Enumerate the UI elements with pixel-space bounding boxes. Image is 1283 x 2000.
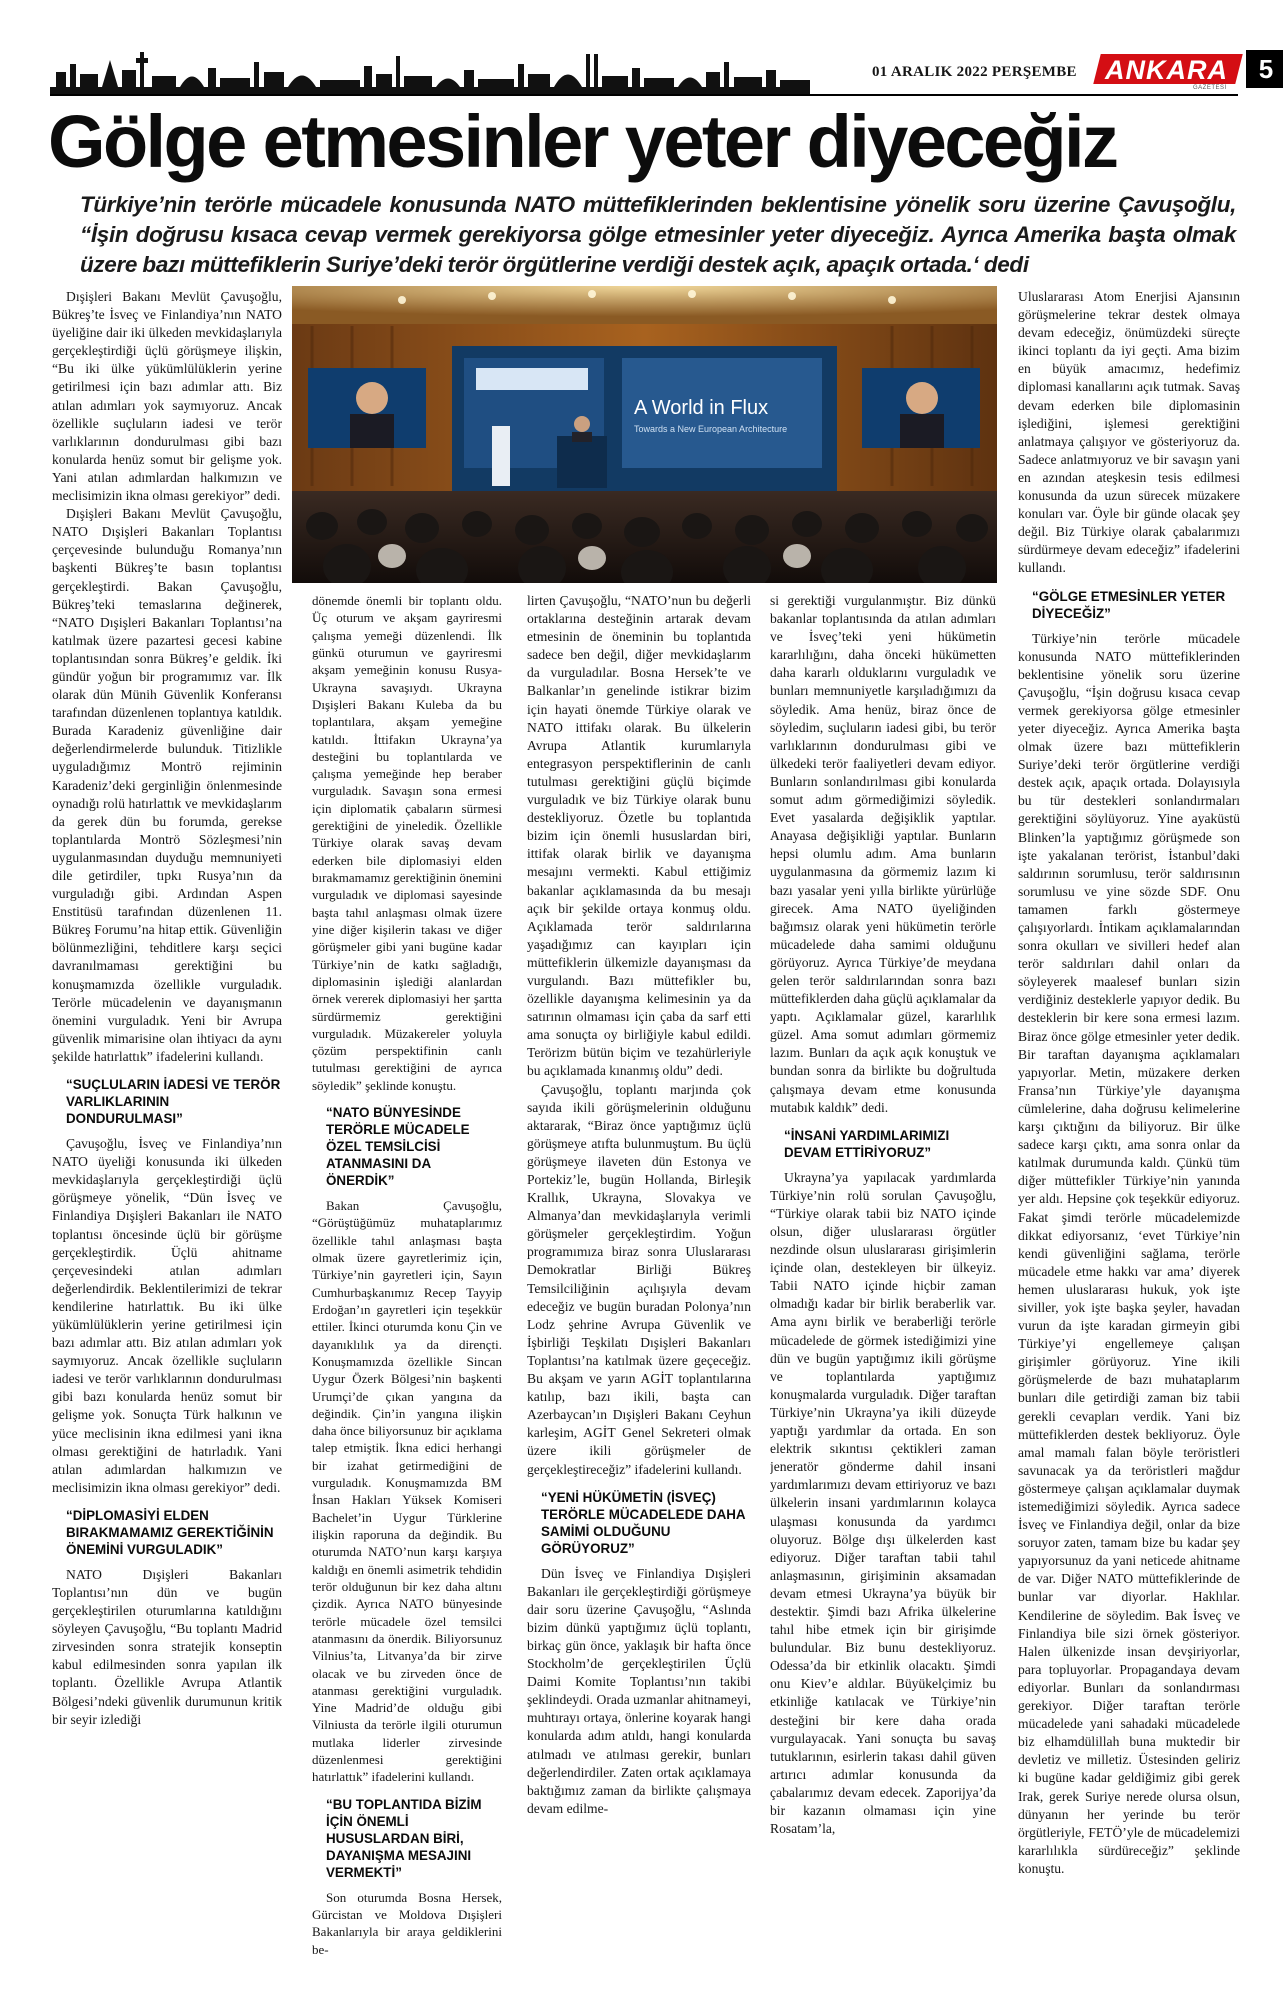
section-heading: “BU TOPLANTIDA BİZİM İÇİN ÖNEMLİ HUSUSLARDAN BİRİ, DAYANIŞMA MESAJINI VERMEKTİ” [326, 1796, 482, 1880]
section-heading: “DİPLOMASİYİ ELDEN BIRAKMAMAMIZ GEREKTİĞİNİN ÖNEMİNİ VURGULADIK” [66, 1507, 274, 1557]
headline: Gölge etmesinler yeter diyeceğiz [48, 100, 1117, 183]
section-heading: “SUÇLULARIN İADESİ VE TERÖR VARLIKLARININ DONDURULMASI” [66, 1077, 281, 1127]
article-column-1 [52, 288, 282, 1978]
spot-text: Türkiye’nin terörle mücadele konusunda NATO müttefiklerinden beklentisine yönelik soru üzerine Çavuşoğlu, “İşin doğrusu kısaca cevap vermek gerekiyorsa gölge etmesinler yeter diyeceğiz. Ayrıca Amerika başta olmak üzere bazı müttefiklerin Suriye’deki terör örgütlerine verdiği destek açık, apaçık ortada.‘ dedi [80, 192, 1236, 277]
brand-name: ANKARA [1105, 55, 1228, 85]
body-paragraph: Ukrayna’ya yapılacak yardımlarda Türkiye’nin rolü sorulan Çavuşoğlu, “Türkiye olarak tabii biz NATO içinde olsun, diğer uluslararası örgütler nezdinde olsun uluslararası girişimlerin içinde olan, destekleyen bir ülkeyiz. Tabii NATO içinde hiçbir zaman olmadığı kadar bir birlik beraberlik var. Ama aynı birlik ve beraberliği terörle mücadelede de görmek istediğimizi yine dün ve bugün yaptığımız ikili görüşme ve toplantılarda yaptığımız konuşmalarda vurguladık. Diğer taraftan Türkiye’nin Ukrayna’ya ikili düzeyde yaptığı yardımlar da ortada. En son elektrik sıkıntısı çektikleri zaman jeneratör gönderme dahil insani yardımlarımızı devam ettiriyoruz ve bazı ülkelerin insani yardımlarının kolayca ulaşması konusunda da yardımcı oluyoruz. Bölge dışı ülkelerden kast ediyoruz. Diğer taraftan tabii tahıl anlaşmasının, girişiminin aksamadan devam etmesi Ukrayna’ya büyük bir destektir. Şimdi bazı Afrika ülkelerine tahıl hibe etmek için bir girişimde bulundular. Biz bunu destekliyoruz. Odessa’da bir etkinlik olacaktı. Şimdi onu Kiev’e aldılar. Büyükelçimiz bu etkinliğe katılacak ve Türkiye’nin desteğini bir kere daha orada vurgulayacak. Yani sonuçta bu savaş tutuklarının, esirlerin takası dahil güven artırıcı adımlar konusunda da çabalarımız devam edecek. Zaporijya’da bir kazanın olmaması için yine Rosatam’la, [770, 1169, 996, 1837]
body-paragraph: Dışişleri Bakanı Mevlüt Çavuşoğlu, Bükreş’te İsveç ve Finlandiya’nın NATO üyeliğine dair iki ülkeden mevkidaşlarıyla gerçekleştirdiği üçlü görüşmeye ilişkin, “Bu iki ülke yükümlülüklerin yerine getirilmesi için bazı adımlar attı. Biz atılan adımları yok saymıyoruz. Ancak özellikle suçluların iadesi ve terör varlıklarının dondurulması gibi bazı konularda henüz somut bir gelişme yok. Yani atılan adımlardan halkımızın ve meclisimizin ikna olması gerekiyor” dedi. [52, 289, 282, 504]
body-paragraph: si gerektiği vurgulanmıştır. Biz dünkü bakanlar toplantısında da atılan adımları ve İsveç’teki yeni hükümetin kararlılığını, daha önceki hükümetten daha kararlı olduklarını vurguladık ve bunları memnuniyetle karşıladığımızı da söyledik. Ama henüz, biraz önce de söyledim, suçluların iadesi gibi, bu terör varlıklarının dondurulması gibi ve ülkedeki terör faaliyetleri devam ediyor. Bunların sonlandırılması gibi konularda somut adım görmediğimizi söyledik. Evet yasalarda değişiklik yaptılar. Anayasa değişikliği yaptılar. Bunların hepsi olumlu adım. Ama bunların uygulanmasına da görmemiz lazım ki bazı yasalar yeni yılla birlikte yürürlüğe girecek. Ama NATO üyeliğinden bağımsız olarak yeni hükümetin terörle mücadelede daha samimi olduğunu görüyoruz. Ayrıca Türkiye’de meydana gelen terör saldırılarından sonra bazı müttefiklerden daha güçlü açıklamalar da yaptı. Açıklamalar güzel, kararlılık güzel. Ama somut adımları görmemiz lazım. Bunları da açık açık konuştuk ve bundan sonra da birlikte bu doğrultuda çalışmaya devam etme konusunda mutabık kaldık” dedi. [770, 593, 996, 1115]
article-column-3 [527, 592, 751, 1978]
section-heading: “NATO BÜNYESİNDE TERÖRLE MÜCADELE ÖZEL TEMSİLCİSİ ATANMASINI DA ÖNERDİK” [326, 1105, 470, 1189]
body-paragraph: NATO Dışişleri Bakanları Toplantısı’nın dün ve bugün gerçekleştirilen oturumlarına katıldığını söyleyen Çavuşoğlu, “Bu toplantı Madrid zirvesinden sonra stratejik konseptin kabul edilmesinden sonra yapılan ilk toplantı. Özellikle Avrupa Atlantik Bölgesi’ndeki güvenlik durumunun kritik bir seyir izlediği [52, 1566, 282, 1727]
body-paragraph: lirten Çavuşoğlu, “NATO’nun bu değerli ortaklarına desteğinin artarak devam etmesinin de öneminin bu toplantıda sadece ben değil, diğer mevkidaşlarım da vurguladılar. Bosna Hersek’te ve Balkanlar’ın genelinde istikrar bizim için hayati önemde Türkiye olarak ve NATO ittifakı olarak. Bu ülkelerin Avrupa Atlantik kurumlarıyla entegrasyon perspektiflerinin de canlı tutulması gerektiğini güçlü biçimde vurguladık ve biz Türkiye olarak bunu destekliyoruz. Özetle bu toplantıda bizim için önemli hususlardan biri, ittifak olarak birlik ve dayanışma mesajını vermekti. Kabul ettiğimiz bakanlar açıklamasında da bu mesajı açık bir şekilde ortaya konmuş oldu. Açıklamada terör saldırılarına yaşadığımız can kayıpları için müttefiklerin ülkemizle dayanışması da vurgulandı. Bazı müttefikler bu, özellikle dayanışma kelimesinin ya da satırının olmaması için çaba da sarf etti ama sonuçta oy birliğiyle kabul edildi. Terörizm bütün biçim ve tezahürleriyle bu açıklamada kınanmış oldu” dedi. [527, 593, 751, 1079]
article-column-2 [312, 592, 502, 1978]
ankara-skyline-icon [50, 50, 810, 94]
body-paragraph: dönemde önemli bir toplantı oldu. Üç oturum ve akşam gayriresmi çalışma yemeği düzenlendi. İlk günkü oturumun ve gayriresmi akşam yemeğinin konusu Rusya-Ukrayna savaşıydı. Ukrayna Dışişleri Bakanı Kuleba da bu toplantılara, akşam yemeğine katıldı. İttifakın Ukrayna’ya desteğini bu toplantılarda ve çalışma yemeğinde hep beraber vurguladık. Savaşın sona ermesi için diplomatik çabaların sürmesi gerektiğini de yineledik. Özellikle Türkiye olarak savaş devam ederken bile diplomasiyi elden bırakmamamız gerektiğinin önemini vurguladık ve diplomasi sayesinde başta tahıl anlaşması olmak üzere yine diğer kişilerin takası ve diğer görüşmeler gibi yani bugüne kadar Türkiye’nin de katkı sağladığı, diplomasinin işlediği alanlardan örnek vererek diplomasiyi her şartta sürdürmemiz gerektiğini vurguladık. Müzakereler yoluyla çözüm perspektifinin canlı tutulması gerektiğini de ayrıca söyledik” şeklinde konuştu. [312, 593, 502, 1093]
article-column-5 [1018, 288, 1240, 1978]
body-paragraph: Çavuşoğlu, İsveç ve Finlandiya’nın NATO üyeliği konusunda iki ülkeden mevkidaşlarıyla gerçekleştirdiği üçlü görüşmeye yönelik, “Dün İsveç ve Finlandiya Dışişleri Bakanları ile NATO toplantısı öncesinde üçlü bir görüşme gerçekleştirdik. Üçlü ahitname çerçevesindeki atılan adımları değerlendirdik. Beklentilerimizi de tekrar kendilerine hatırlattık. Bu iki ülke yükümlülüklerin yerine getirilmesi için bazı adımlar attı. Biz atılan adımları yok saymıyoruz. Ancak özellikle suçluların iadesi ve terör varlıklarının dondurulması gibi bazı konularda henüz somut bir gelişme yok. Sonuçta Türk halkının ve yüce meclisinin ikna edilmesi yani ikna olması gerektiğini de hatırladık. Yani atılan adımlardan halkımızın ve meclisimizin ikna olması gerekiyor” dedi. [52, 1136, 282, 1495]
screen-subtitle: Towards a New European Architecture [634, 424, 788, 434]
issue-date: 01 ARALIK 2022 PERŞEMBE [872, 64, 1077, 80]
body-paragraph: Uluslararası Atom Enerjisi Ajansının görüşmelerine tekrar destek olmaya devam edeceğiz, önümüzdeki süreçte ikinci toplantı da iyi geçti. Ama bizim en büyük amacımız, hedefimiz diplomasi kanallarını açık tutmak. Savaş devam ederken bile diplomasinin işlediğini, işlemesi gerektiğini anlatmaya çalışıyor ve gösteriyoruz da. Sadece anlatmıyoruz ve bir savaşın yani en azından ateşkesin tesis edilmesi konusunda da uzun sürecek müzakere konuları var. Öyle bir günde olacak şey değil. Biz Türkiye olarak çabalarımızı sürdürmeye devam edeceğiz” ifadelerini kullandı. [1018, 289, 1240, 576]
body-paragraph: Çavuşoğlu, toplantı marjında çok sayıda ikili görüşmelerinin olduğunu aktararak, “Biraz önce yaptığımız üçlü görüşmeye atıfta bulunmuştum. Bu üçlü görüşmeye ilaveten dün Estonya ve Portekiz’le, bugün Hollanda, Birleşik Krallık, Ukrayna, Slovakya ve Almanya’dan mevkidaşlarıyla verimli görüşmeler gerçekleştirdim. Yoğun programımıza biraz sonra Uluslararası Demokratlar Birliği Bükreş Temsilciliğinin açılışıyla devam edeceğiz ve bugün buradan Polonya’nın Lodz şehrine Avrupa Güvenlik ve İşbirliği Teşkilatı Dışişleri Bakanları Toplantısı’na katılmak üzere geçeceğiz. Bu akşam ve yarın AGİT toplantılarına katılıp, bazı ikili, başta can Azerbaycan’ın Dışişleri Bakanı Ceyhun karleşim, AGİT Genel Sekreteri olmak üzere ikili görüşmeler de gerçekleştireceğiz” ifadelerini kullandı. [527, 1081, 751, 1477]
section-heading: “YENİ HÜKÜMETİN (İSVEÇ) TERÖRLE MÜCADELEDE DAHA SAMİMİ OLDUĞUNU GÖRÜYORUZ” [541, 1489, 746, 1556]
page-header [50, 50, 1274, 94]
screen-title: A World in Flux [634, 397, 769, 419]
body-paragraph: Dışişleri Bakanı Mevlüt Çavuşoğlu, NATO Dışişleri Bakanları Toplantısı çerçevesinde bulunduğu Romanya’nın başkenti Bükreş’te basın toplantısı gerçekleştirdi. Bakan Çavuşoğlu, Bükreş’teki temaslarına değinerek, “NATO Dışişleri Bakanları Toplantısı’na katılmak üzere pazartesi gecesi kabine toplantısından sonra Bükreş’e geldik. İki gündür yoğun bir programımız var. İlk olarak dün Münih Güvenlik Konferansı tarafından düzenlenen toplantıya katıldık. Burada Karadeniz güvenliğine dair değerlendirmelerde bulunduk. Titizlikle uyguladığımız Montrö rejiminin Karadeniz’deki gerginliğin önlenmesinde oynadığı rolü hatırlattık ve mevkidaşlarım da gerek dün bu forumda, gerekse toplantılarda Montrö Sözleşmesi’nin uygulanmasından duyduğu memnuniyeti dile getirdiler, tıpkı Rusya’nın da vurguladığı gibi. Ardından Aspen Enstitüsü tarafından düzenlenen 11. Bükreş Forumu’na hitap ettik. Güvenliğin bölünmezliğini, tehditlere karşı seçici davranılmaması gerektiğini bu konuşmamızda özellikle vurguladık. Terörle mücadelenin ve dayanışmanın önemini vurguladık. Yeni bir Avrupa güvenlik mimarisine olan ihtiyacı da aynı şekilde hatırlattık” ifadelerini kullandı. [52, 506, 282, 1064]
brand-subtitle: GAZETESİ [1193, 85, 1227, 91]
body-paragraph: Türkiye’nin terörle mücadele konusunda NATO müttefiklerinden beklentisine yönelik soru üzerine Çavuşoğlu, “İşin doğrusu kısaca cevap vermek gerekiyorsa gölge etmesinler yeter diyeceğiz. Ayrıca Amerika başta olmak üzere bazı müttefiklerin Suriye’deki terör örgütlerine verdiği destek açık, apaçık ortada. Dolayısıyla bu tür destekleri sonlandırmaları gerektiğini söylüyoruz. Yine ayaküstü Blinken’la yaptığımız görüşmede son işte yakalanan terörist, İstanbul’daki saldırının sorumlusu, terör saldırısının sorumlusu ve yine sözde SDF. Onu tamamen farklı göstermeye çalışıyorlardı. İntikam açıklamalarından sonra okulları ve sivilleri hedef alan terör saldırıları dahil onları da söyleyerek maalesef bunları sizin verdiğiniz desteklerle yapıyor dedik. Bu desteklerin bir kere sona ermesi lazım. Biraz önce gölge etmesinler yeter dedik. Bir taraftan dayanışma açıklamaları yapıyorlar. Metin, müzakere derken Fransa’nın Türkiye’yle dayanışma cümlelerine, daha doğrusu kelimelerine karşı çıktığını da biliyoruz. Bir ülke sadece karşı çıktı, ama sonra onlar da katılmak durumunda kaldı. Çünkü tüm diğer müttefikler Türkiye’nin yanında yer aldı. Hepsine çok teşekkür ediyoruz. Fakat şimdi terörle mücadelemizde dikkat ediyorsanız, ‘evet Türkiye’nin kendi güvenliğini sağlama, terörle mücadele etme hakkı var ama’ diyerek hemen uluslararası hukuk, yok işte siviller, yok işte başka şeyler, havadan vurun da işte karadan girmeyin gibi Türkiye’yi engellemeye çalışan girişimler görüyoruz. Yine ikili görüşmelerde de bazı muhataplarım bunları dile getirdiği zaman biz tabii gerekli cevapları verdik. Yani biz müttefiklerden destek bekliyoruz. Öyle amal mamalı falan böyle teröristleri savunacak ya da teröristleri mağdur göstermeye çalışan açıklamalar duymak istemediğimizi söyledik. Ayrıca sadece İsveç ve Finlandiya değil, onlar da bize soruyor zaten, tamam bize bu kadar şey yapıyorsunuz da yani neticede ahitname de var. Diğer NATO müttefiklerinde de bunlar var diyorlar. Haklılar. Kendilerine de söyledim. Bak İsveç ve Finlandiya bile sizi örnek gösteriyor. Halen ülkenizde insan devşiriyorlar, para topluyorlar. Propagandaya devam ediyorlar. Bunları da sonlandırması gerekiyor. Diğer taraftan terörle mücadelede yani sahadaki mücadelede biz elhamdülillah buna muktedir bir devletiz ve milletiz. Üstesinden geliriz ki bugüne kadar geldiğimiz gibi gerek Irak, gerek Suriye nerede olursa olsun, dünyanın her yerinde bu terör örgütleriyle, FETÖ’yle de mücadelemizi kararlılıkla sürdüreceğiz” şeklinde konuştu. [1018, 630, 1240, 1876]
section-heading: “GÖLGE ETMESİNLER YETER DİYECEĞİZ” [1032, 588, 1226, 621]
body-paragraph: Dün İsveç ve Finlandiya Dışişleri Bakanları ile gerçekleştirdiği görüşmeye dair soru üzerine Çavuşoğlu, “Aslında bizim dünkü yaptığımız üçlü toplantı, birkaç gün önce, yaklaşık bir hafta önce Stockholm’de gerçekleştirilen Üçlü Daimi Komite Toplantısı’nın takibi şeklindeydi. Orada uzmanlar ahitnameyi, muhtırayı ortaya, önlerine koyarak hangi konularda adım atıldı, hangi konularda atılmadı ve atılması gerekir, bunları değerlendirdiler. Zaten ortak açıklamaya baktığımız zaman da birlikte çalışmaya devam edilme- [527, 1565, 751, 1816]
body-paragraph: Son oturumda Bosna Hersek, Gürcistan ve Moldova Dışişleri Bakanlarıyla bir araya geldiklerini be- [312, 1889, 502, 1957]
article-column-4 [770, 592, 996, 1978]
section-heading: “İNSANİ YARDIMLARIMIZI DEVAM ETTİRİYORUZ” [784, 1127, 950, 1160]
page-number: 5 [1246, 50, 1283, 88]
conference-photo [292, 286, 997, 583]
body-paragraph: Bakan Çavuşoğlu, “Görüştüğümüz muhataplarımız özellikle tahıl anlaşması başta olmak üzere gayretlerimiz için, Türkiye’nin gayretleri için, Sayın Cumhurbaşkanımız Recep Tayyip Erdoğan’ın gayretleri için teşekkür ettiler. İkinci oturumda konu Çin ve dayanıklılık ya da dirençti. Konuşmamızda özellikle Sincan Uygur Özerk Bölgesi’nin başkenti Urumçi’de çıkan yangına da değindik. Çin’in yangına ilişkin daha önce biliyorsunuz bir açıklama talep etmiştik. İkna edici herhangi bir izahat getirmediğini de vurguladık. Konuşmamızda BM İnsan Hakları Yüksek Komiseri Bachelet’in Uygur Türklerine ilişkin raporuna da değindik. Bu oturumda NATO’nun karşı karşıya kaldığı en önemli asimetrik tehdidin terör olduğunun bir kez daha altını çizdik. Ayrıca NATO bünyesinde terörle mücadele özel temsilci atanmasını da önerdik. Biliyorsunuz Vilnius’ta, Litvanya’da bir zirve olacak ve bu zirveden önce de atanması gerektiğini vurguladık. Yine Madrid’de olduğu gibi Vilniusta da terörle ilgili oturumun mutlaka liderler zirvesinde düzenlenmesi gerektiğini hatırlattık” ifadelerini kullandı. [312, 1198, 502, 1785]
brand-logo [1097, 54, 1242, 91]
